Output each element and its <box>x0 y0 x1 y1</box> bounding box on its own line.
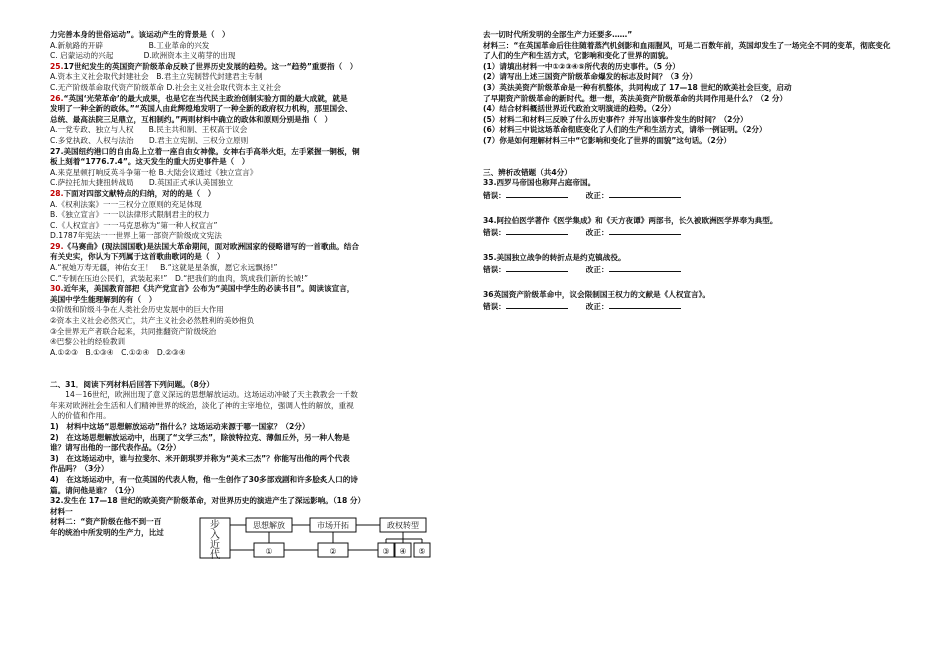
line-text: A.①②③ B.①③④ C.①②④ D.②③④ <box>50 347 186 357</box>
material2-line-2: 年的统治中所发明的生产力，比过 <box>50 527 164 537</box>
line-text: 谁？请写出他的一部代表作品。（2分） <box>50 443 181 453</box>
fix-blank[interactable] <box>609 263 681 272</box>
left-line <box>50 94 462 105</box>
error-label: 错误： <box>483 228 506 238</box>
left-line <box>50 337 462 348</box>
box-regime-label: 政权转型 <box>387 521 419 531</box>
line-text: C.多党执政、人权与法治 D.君主立宪制、三权分立原则 <box>50 135 249 145</box>
right-line: (6）材料三中说这场革命彻底变化了人们的生产和生活方式，请举一例证明。（2分） <box>483 125 767 135</box>
flow-diagram <box>50 517 462 559</box>
left-line <box>50 443 462 454</box>
vertical-char-2: 入 <box>210 530 220 542</box>
fix-label: 改正： <box>585 190 609 200</box>
left-line <box>50 327 462 338</box>
line-text: 17世纪发生的英国资产阶级革命反映了世界历史发展的趋势。这一“趋势”重要指（ ） <box>63 61 358 71</box>
error-blank[interactable] <box>506 300 568 309</box>
left-line <box>50 200 462 211</box>
left-line <box>50 189 462 200</box>
correction-question: 35.美国独立战争的转折点是约克镇战役。 <box>483 252 626 262</box>
left-line <box>50 464 462 475</box>
left-line <box>50 136 462 147</box>
answer-row <box>483 300 895 313</box>
diagram-side-text <box>50 517 190 538</box>
left-line <box>50 104 462 115</box>
line-text: A.一党专政、独立与人权 B.民主共和制、王权高于议会 <box>50 125 248 135</box>
left-line <box>50 210 462 221</box>
left-line <box>50 507 462 518</box>
right-line: (2）请写出上述三国资产阶级革命爆发的标志及时间？（3 分） <box>483 72 698 82</box>
fix-blank[interactable] <box>609 226 681 235</box>
line-text: 近年来，美国教育部把《共产党宣言》公布为“美国中学生的必读书目”。阅读该宣言， <box>63 284 355 294</box>
line-text: A.来克星顿打响反英斗争第一枪 B.大陆会议通过《独立宣言》 <box>50 167 258 177</box>
box-thought-label: 思想解放 <box>253 521 285 531</box>
right-column <box>483 30 895 320</box>
line-text: 总统、最高法院三足鼎立，互相制约。”两则材料中确立的政体和原则分别是指（ ） <box>50 114 333 124</box>
line-text: D.1787年宪法一一世界上第一部资产阶级成文宪法 <box>50 231 222 241</box>
left-line <box>50 51 462 62</box>
question-number: 30. <box>50 284 64 294</box>
error-label: 错误： <box>483 265 506 275</box>
line-text: 年来对欧洲社会生活和人们精神世界的统治，淡化了神的主宰地位，强调人性的解放，重视 <box>50 400 354 410</box>
error-blank[interactable] <box>506 189 568 198</box>
right-line: 去一切时代所发明的全部生产力还要多……” <box>483 30 633 39</box>
left-line <box>50 252 462 263</box>
left-line <box>50 348 462 359</box>
left-line <box>50 496 462 507</box>
left-line <box>50 422 462 433</box>
left-line <box>50 433 462 444</box>
line-text: C.萨拉托加大捷扭转战局 D.英国正式承认美国独立 <box>50 178 234 188</box>
right-line: 了早期资产阶级革命的新时代。想一想，英法美资产阶级革命的共同作用是什么？（2 分） <box>483 93 788 103</box>
line-text: A.“祝她万寿无疆，神佑女王！ B.“这就是星条旗，愿它永远飘扬!” <box>50 263 278 273</box>
line-text: 人的价值和作用。 <box>50 411 111 421</box>
line-text: 板上刻着“1776.7.4”。这天发生的重大历史事件是（ ） <box>50 157 250 167</box>
box-1-label: ① <box>265 547 273 557</box>
left-line <box>50 316 462 327</box>
line-text: 二、31．阅读下列材料后回答下列问题。（8分） <box>50 379 214 389</box>
question-number: 25. <box>50 61 64 71</box>
line-text: 4) 在这场运动中，有一位英国的代表人物，他一生创作了30多部戏剧和许多脍炙人口的诗 <box>50 474 358 484</box>
line-text: 力完善本身的世俗运动”。该运动产生的背景是（ ） <box>50 30 230 39</box>
box-3-label: ③ <box>382 547 390 557</box>
left-line <box>50 231 462 242</box>
line-text: ④巴黎公社的经验教训 <box>50 337 126 347</box>
box-4-label: ④ <box>399 547 407 557</box>
line-text: 篇。请问他是谁？（1分） <box>50 485 139 495</box>
vertical-char-4: 代 <box>210 550 220 560</box>
error-blank[interactable] <box>506 263 568 272</box>
line-text: C.无产阶级革命取代资产阶级革命 D.社会主义社会取代资本主义社会 <box>50 82 282 92</box>
line-text: 32.发生在 17—18 世纪的欧美资产阶级革命，对世界历史的演进产生了深远影响。（18 分） <box>50 496 366 506</box>
line-text: C.《人权宣言》一一马克思称为“第一种人权宣言” <box>50 220 218 230</box>
correction-question: 34.阿拉伯医学著作《医学集成》和《天方夜谭》两部书，长久被欧洲医学界奉为典型。 <box>483 215 778 225</box>
line-text: ③全世界无产者联合起来，共同推翻资产阶级统治 <box>50 326 217 336</box>
correction-question: 36英国资产阶级革命中，议会限制国王权力的文献是《人权宣言》。 <box>483 289 710 299</box>
left-line <box>50 486 462 497</box>
line-text: ②资本主义社会必然灭亡，共产主义社会必然胜利的美妙抱负 <box>50 316 255 326</box>
left-line <box>50 305 462 316</box>
answer-row <box>483 263 895 276</box>
diagram-graphic <box>198 517 460 559</box>
line-text: 2) 在这场思想解放运动中，出现了“文学三杰”，除彼特拉克、薄伽丘外，另一种人物是 <box>50 432 350 442</box>
left-line <box>50 115 462 126</box>
left-line <box>50 30 462 41</box>
material2-line-1: 材料二：“资产阶级在他不到一百 <box>50 517 162 527</box>
left-line <box>50 390 462 401</box>
left-line <box>50 401 462 412</box>
line-text: 《马赛曲》(现法国国歌)是法国大革命期间，面对欧洲国家的侵略谱写的一首歌曲。结合 <box>63 241 359 251</box>
left-line <box>50 72 462 83</box>
fix-label: 改正： <box>585 302 609 312</box>
fix-blank[interactable] <box>609 300 681 309</box>
answer-row <box>483 189 895 202</box>
left-line <box>50 221 462 232</box>
line-text: 下面对四部文献特点的归纳，对的的是（ ） <box>63 188 216 198</box>
line-text: 14－16世纪，欧洲出现了意义深远的思想解放运动。这场运动冲破了天主教教会一千数 <box>50 390 358 400</box>
left-line <box>50 284 462 295</box>
vertical-char-1: 步 <box>210 520 220 532</box>
line-text: 有关史实，你认为下列属于这首歌曲歌词的是（ ） <box>50 252 225 262</box>
box-market-label: 市场开拓 <box>317 521 349 531</box>
left-line <box>50 475 462 486</box>
left-line <box>50 41 462 52</box>
left-line <box>50 454 462 465</box>
left-line <box>50 178 462 189</box>
line-text: B.《独立宣言》一一以法律形式限制君主的权力 <box>50 210 210 220</box>
line-text: A.新航路的开辟 B.工业革命的兴发 <box>50 40 210 50</box>
left-line <box>50 263 462 274</box>
left-line <box>50 242 462 253</box>
line-text: 发明了一种全新的政体。”“英国人由此辉煌地发明了一种全新的政府权力机构，那里国会、 <box>50 104 353 114</box>
line-text: 3) 在这场运动中，谁与拉斐尔、米开朗琪罗并称为“美术三杰”？你能写出他的两个代表 <box>50 453 350 463</box>
fix-label: 改正： <box>585 265 609 275</box>
left-line <box>50 125 462 136</box>
line-text: A.资本主义社会取代封建社会 B.君主立宪制替代封建君主专制 <box>50 72 263 82</box>
error-label: 错误： <box>483 190 506 200</box>
error-blank[interactable] <box>506 226 568 235</box>
vertical-char-3: 近 <box>210 540 220 552</box>
right-line: (3）英法美资产阶级革命是一种有机整体，共同构成了 17—18 世纪的欧美社会巨变，启动 <box>483 82 792 92</box>
left-line <box>50 157 462 168</box>
left-line <box>50 274 462 285</box>
line-text: 27.美国纽约港口的自由岛上立着一座自由女神像。女神右手高举火炬，左手紧握一铜板，铜 <box>50 146 360 156</box>
question-number: 28. <box>50 188 64 198</box>
left-line <box>50 147 462 158</box>
correction-question: 33.西罗马帝国也称拜占庭帝国。 <box>483 178 596 188</box>
right-line: (7）你是如何理解材料三中“它影响和变化了世界的面貌”这句话。（2分） <box>483 135 732 145</box>
line-text: “英国‘光荣革命’的最大成果，也是它在当代民主政治创制实验方面的最大成就，就是 <box>63 93 348 103</box>
left-line <box>50 380 462 391</box>
spacer <box>50 369 462 380</box>
material3-text: 材料三：“在英国革命后往往随着蒸汽机剑影和血雨腥风，可是二百数年前，英国却发生了一场完全不同的变革，彻底变化了人们的生产和生活方式，它影响和变化了世界的面貌。 <box>483 40 891 61</box>
fix-blank[interactable] <box>609 189 681 198</box>
spacer <box>50 358 462 369</box>
left-column <box>50 30 462 559</box>
box-5-label: ⑤ <box>418 547 426 557</box>
question-number: 29. <box>50 241 64 251</box>
error-label: 错误： <box>483 302 506 312</box>
line-text: 美国中学生能理解到的有（ ） <box>50 294 157 304</box>
left-line <box>50 83 462 94</box>
box-2-label: ② <box>329 547 337 557</box>
right-line: (5）材料二和材料三反映了什么历史事件？并写出该事件发生的时间？（2分） <box>483 114 748 124</box>
right-line: (4）结合材料概括世界近代政治文明演进的趋势。（2分） <box>483 104 676 114</box>
fix-label: 改正： <box>585 228 609 238</box>
left-line <box>50 62 462 73</box>
line-text: 作品吗？（3分） <box>50 464 109 474</box>
answer-row <box>483 226 895 239</box>
line-text: 1) 材料中这场“思想解放运动”指什么？这场运动来源于哪一国家？（2分） <box>50 421 310 431</box>
line-text: ①阶级和阶级斗争在人类社会历史发展中的巨大作用 <box>50 305 224 315</box>
left-line <box>50 168 462 179</box>
line-text: C.“专制在压迫公民们，武装起来!” D.“把我们的血肉，筑成我们新的长城!” <box>50 273 309 283</box>
line-text: 材料一 <box>50 506 73 516</box>
left-line <box>50 295 462 306</box>
section3-title: 三、辨析改错题（共4分） <box>483 167 572 177</box>
question-number: 26. <box>50 93 64 103</box>
line-text: C. 启蒙运动的兴起 D.欧洲资本主义萌芽的出现 <box>50 51 236 61</box>
line-text: A.《权利法案》一一三权分立原则的充足体现 <box>50 199 202 209</box>
right-line: (1）请填出材料一中①②③④⑤所代表的历史事件。（5 分） <box>483 61 680 71</box>
left-line <box>50 411 462 422</box>
